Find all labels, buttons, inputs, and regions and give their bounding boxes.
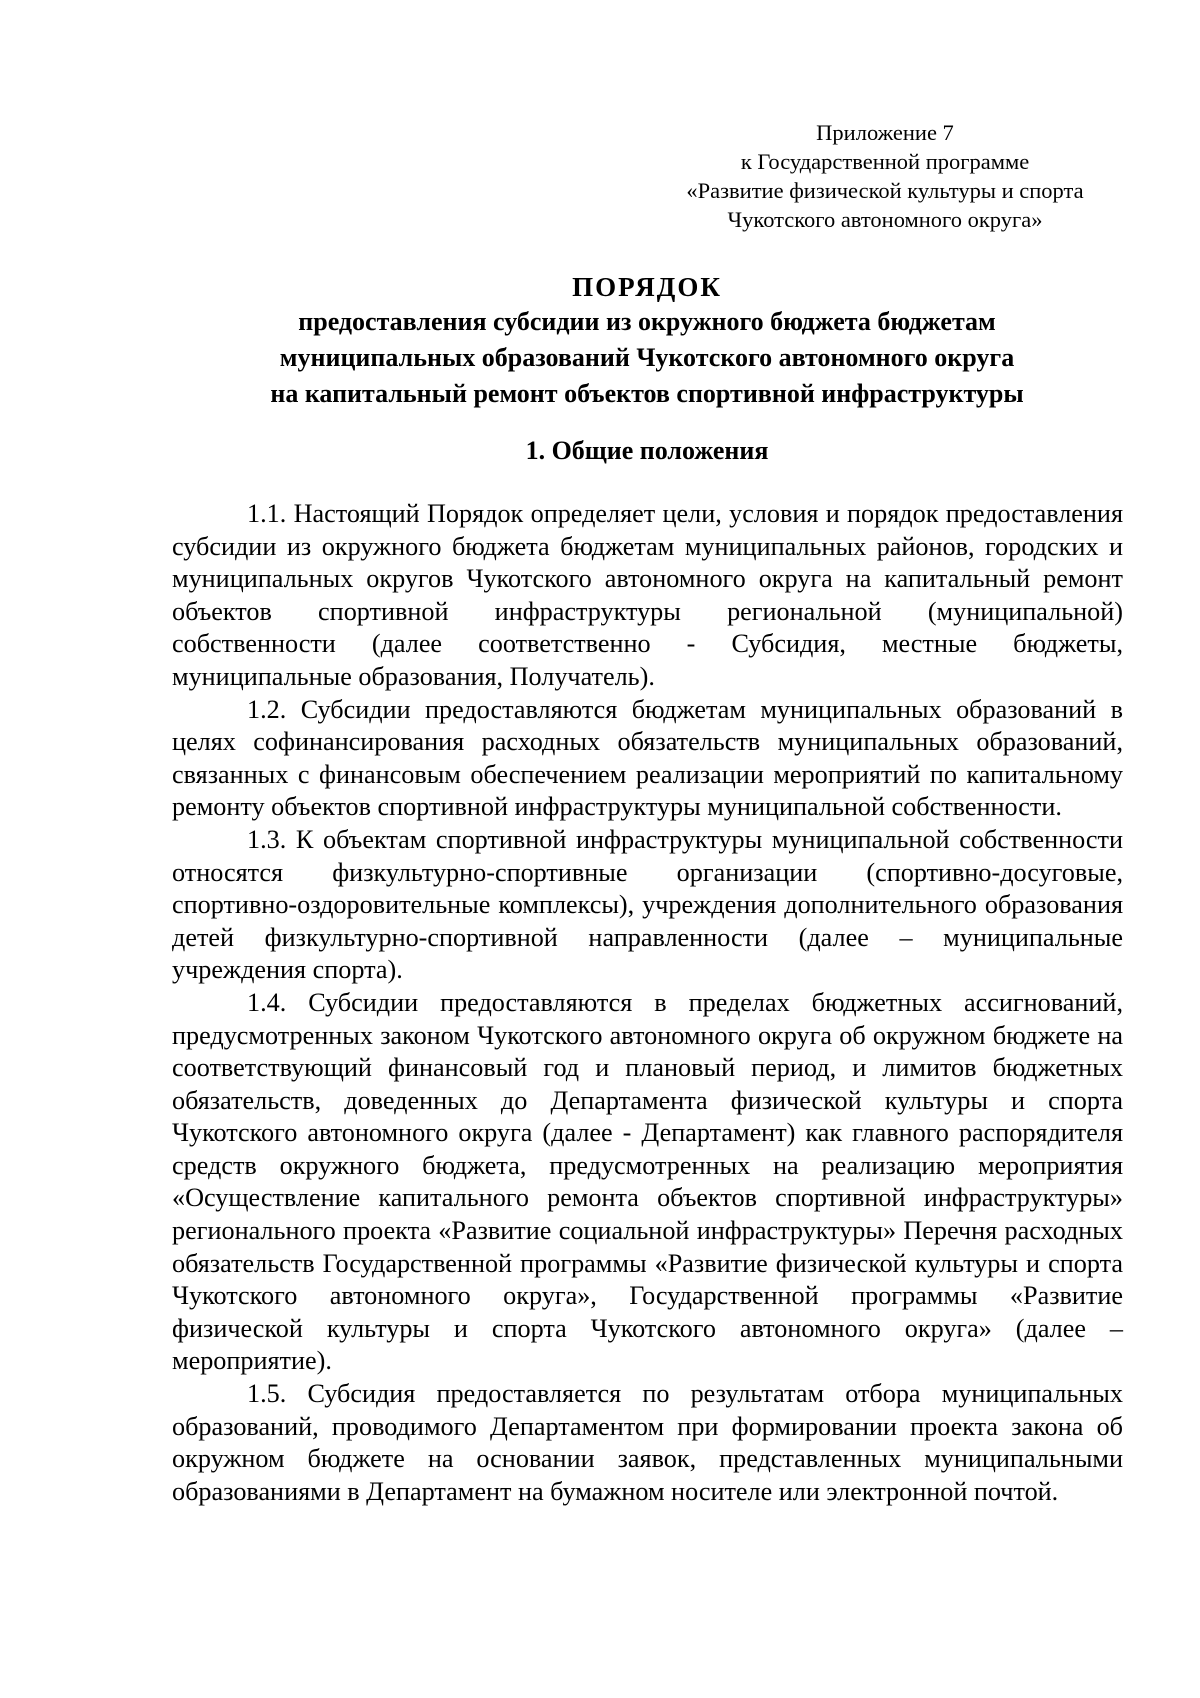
annex-line-3: «Развитие физической культуры и спорта [686,178,1084,203]
annex-header [640,118,1130,234]
paragraph-1-1: 1.1. Настоящий Порядок определяет цели, условия и порядок предоставления субсидии из окружного бюджета бюджетам муниципальных районов, городских и муниципальных округов Чукотского автономного округа на капитальный ремонт объектов спортивной инфраструктуры региональной (муниципальной) собственности (далее соответственно - Субсидия, местные бюджеты, муниципальные образования, Получатель). [172,499,1123,691]
title-subtitle-line-2: муниципальных образований Чукотского автономного округа [279,343,1015,372]
annex-line-2: к Государственной программе [740,149,1030,174]
paragraph-1-5: 1.5. Субсидия предоставляется по результатам отбора муниципальных образований, проводимого Департаментом при формировании проекта закона об окружном бюджете на основании заявок, представленных муниципальными образованиями в Департамент на бумажном носителе или электронной почтой. [172,1379,1123,1506]
paragraph-1-3: 1.3. К объектам спортивной инфраструктуры муниципальной собственности относятся физкультурно-спортивные организации (спортивно-досуговые, спортивно-оздоровительные комплексы), учреждения дополнительного образования детей физкультурно-спортивной направленности (далее – муниципальные учреждения спорта). [172,824,1123,985]
annex-line-4: Чукотского автономного округа» [727,207,1043,232]
document-title [172,270,1122,412]
paragraph-1-2: 1.2. Субсидии предоставляются бюджетам муниципальных образований в целях софинансирования расходных обязательств муниципальных образований, связанных с финансовым обеспечением реализации мероприятий по капитальному ремонту объектов спортивной инфраструктуры муниципальной собственности. [172,694,1123,822]
title-subtitle-line-1: предоставления субсидии из окружного бюджета бюджетам [298,307,996,336]
annex-line-1: Приложение 7 [816,120,954,145]
title-subtitle-line-3: на капитальный ремонт объектов спортивной инфраструктуры [270,379,1024,408]
section-body [172,498,1123,1508]
title-main: ПОРЯДОК [572,272,722,302]
section-heading: 1. Общие положения [525,436,769,465]
paragraph-1-4: 1.4. Субсидии предоставляются в пределах бюджетных ассигнований, предусмотренных законом Чукотского автономного округа об окружном бюджете на соответствующий финансовый год и плановый период, и лимитов бюджетных обязательств, доведенных до Департамента физической культуры и спорта Чукотского автономного округа (далее - Департамент) как главного распорядителя средств окружного бюджета, предусмотренных на реализацию мероприятия «Осуществление капитального ремонта объектов спортивной инфраструктуры» регионального проекта «Развитие социальной инфраструктуры» Перечня расходных обязательств Государственной программы «Развитие физической культуры и спорта Чукотского автономного округа», Государственной программы «Развитие физической культуры и спорта Чукотского автономного округа» (далее – мероприятие). [172,987,1123,1376]
